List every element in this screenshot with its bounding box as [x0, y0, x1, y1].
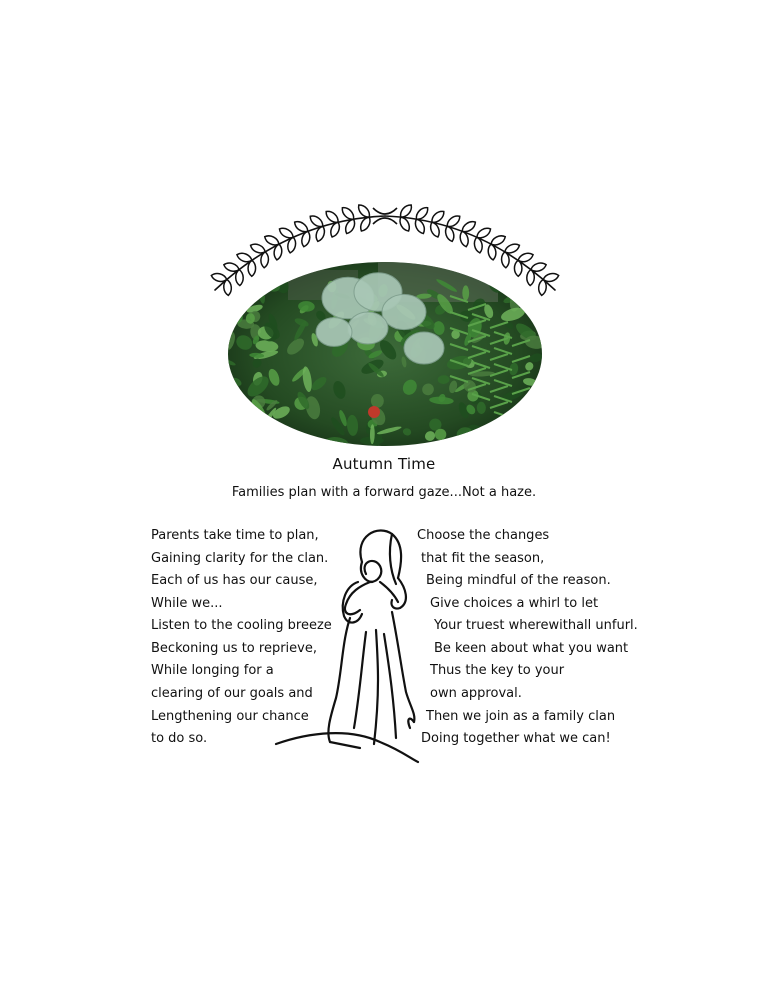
left-line-3: Each of us has our cause, — [151, 573, 318, 588]
right-line-7: Thus the key to your — [430, 663, 565, 678]
red-flower — [368, 406, 380, 418]
left-line-5: Listen to the cooling breeze — [151, 618, 332, 633]
left-line-4: While we... — [151, 596, 223, 611]
laurel-leaf — [340, 205, 357, 222]
left-line-6: Beckoning us to reprieve, — [151, 641, 317, 656]
right-line-10: Doing together what we can! — [421, 731, 611, 746]
garden-foliage-photo — [228, 262, 542, 446]
left-line-2: Gaining clarity for the clan. — [151, 551, 329, 566]
right-line-4: Give choices a whirl to let — [430, 596, 599, 611]
left-line-8: clearing of our goals and — [151, 686, 313, 701]
right-line-3: Being mindful of the reason. — [426, 573, 611, 588]
left-line-10: to do so. — [151, 731, 208, 746]
right-line-8: own approval. — [430, 686, 522, 701]
left-line-9: Lengthening our chance — [151, 709, 309, 724]
right-line-1: Choose the changes — [417, 528, 550, 543]
mother-and-child-figure-icon — [270, 522, 430, 770]
laurel-leaf — [308, 213, 325, 229]
left-line-1: Parents take time to plan, — [151, 528, 319, 543]
laurel-leaf — [293, 219, 310, 234]
right-line-9: Then we join as a family clan — [426, 709, 616, 724]
laurel-leaf — [324, 209, 341, 225]
poem-title: Autumn Time — [332, 455, 436, 473]
right-line-6: Be keen about what you want — [434, 641, 629, 656]
right-line-2: that fit the season, — [421, 551, 545, 566]
left-line-7: While longing for a — [151, 663, 274, 678]
right-line-5: Your truest wherewithall unfurl. — [434, 618, 638, 633]
poem-subtitle: Families plan with a forward gaze...Not a haze. — [231, 485, 537, 500]
